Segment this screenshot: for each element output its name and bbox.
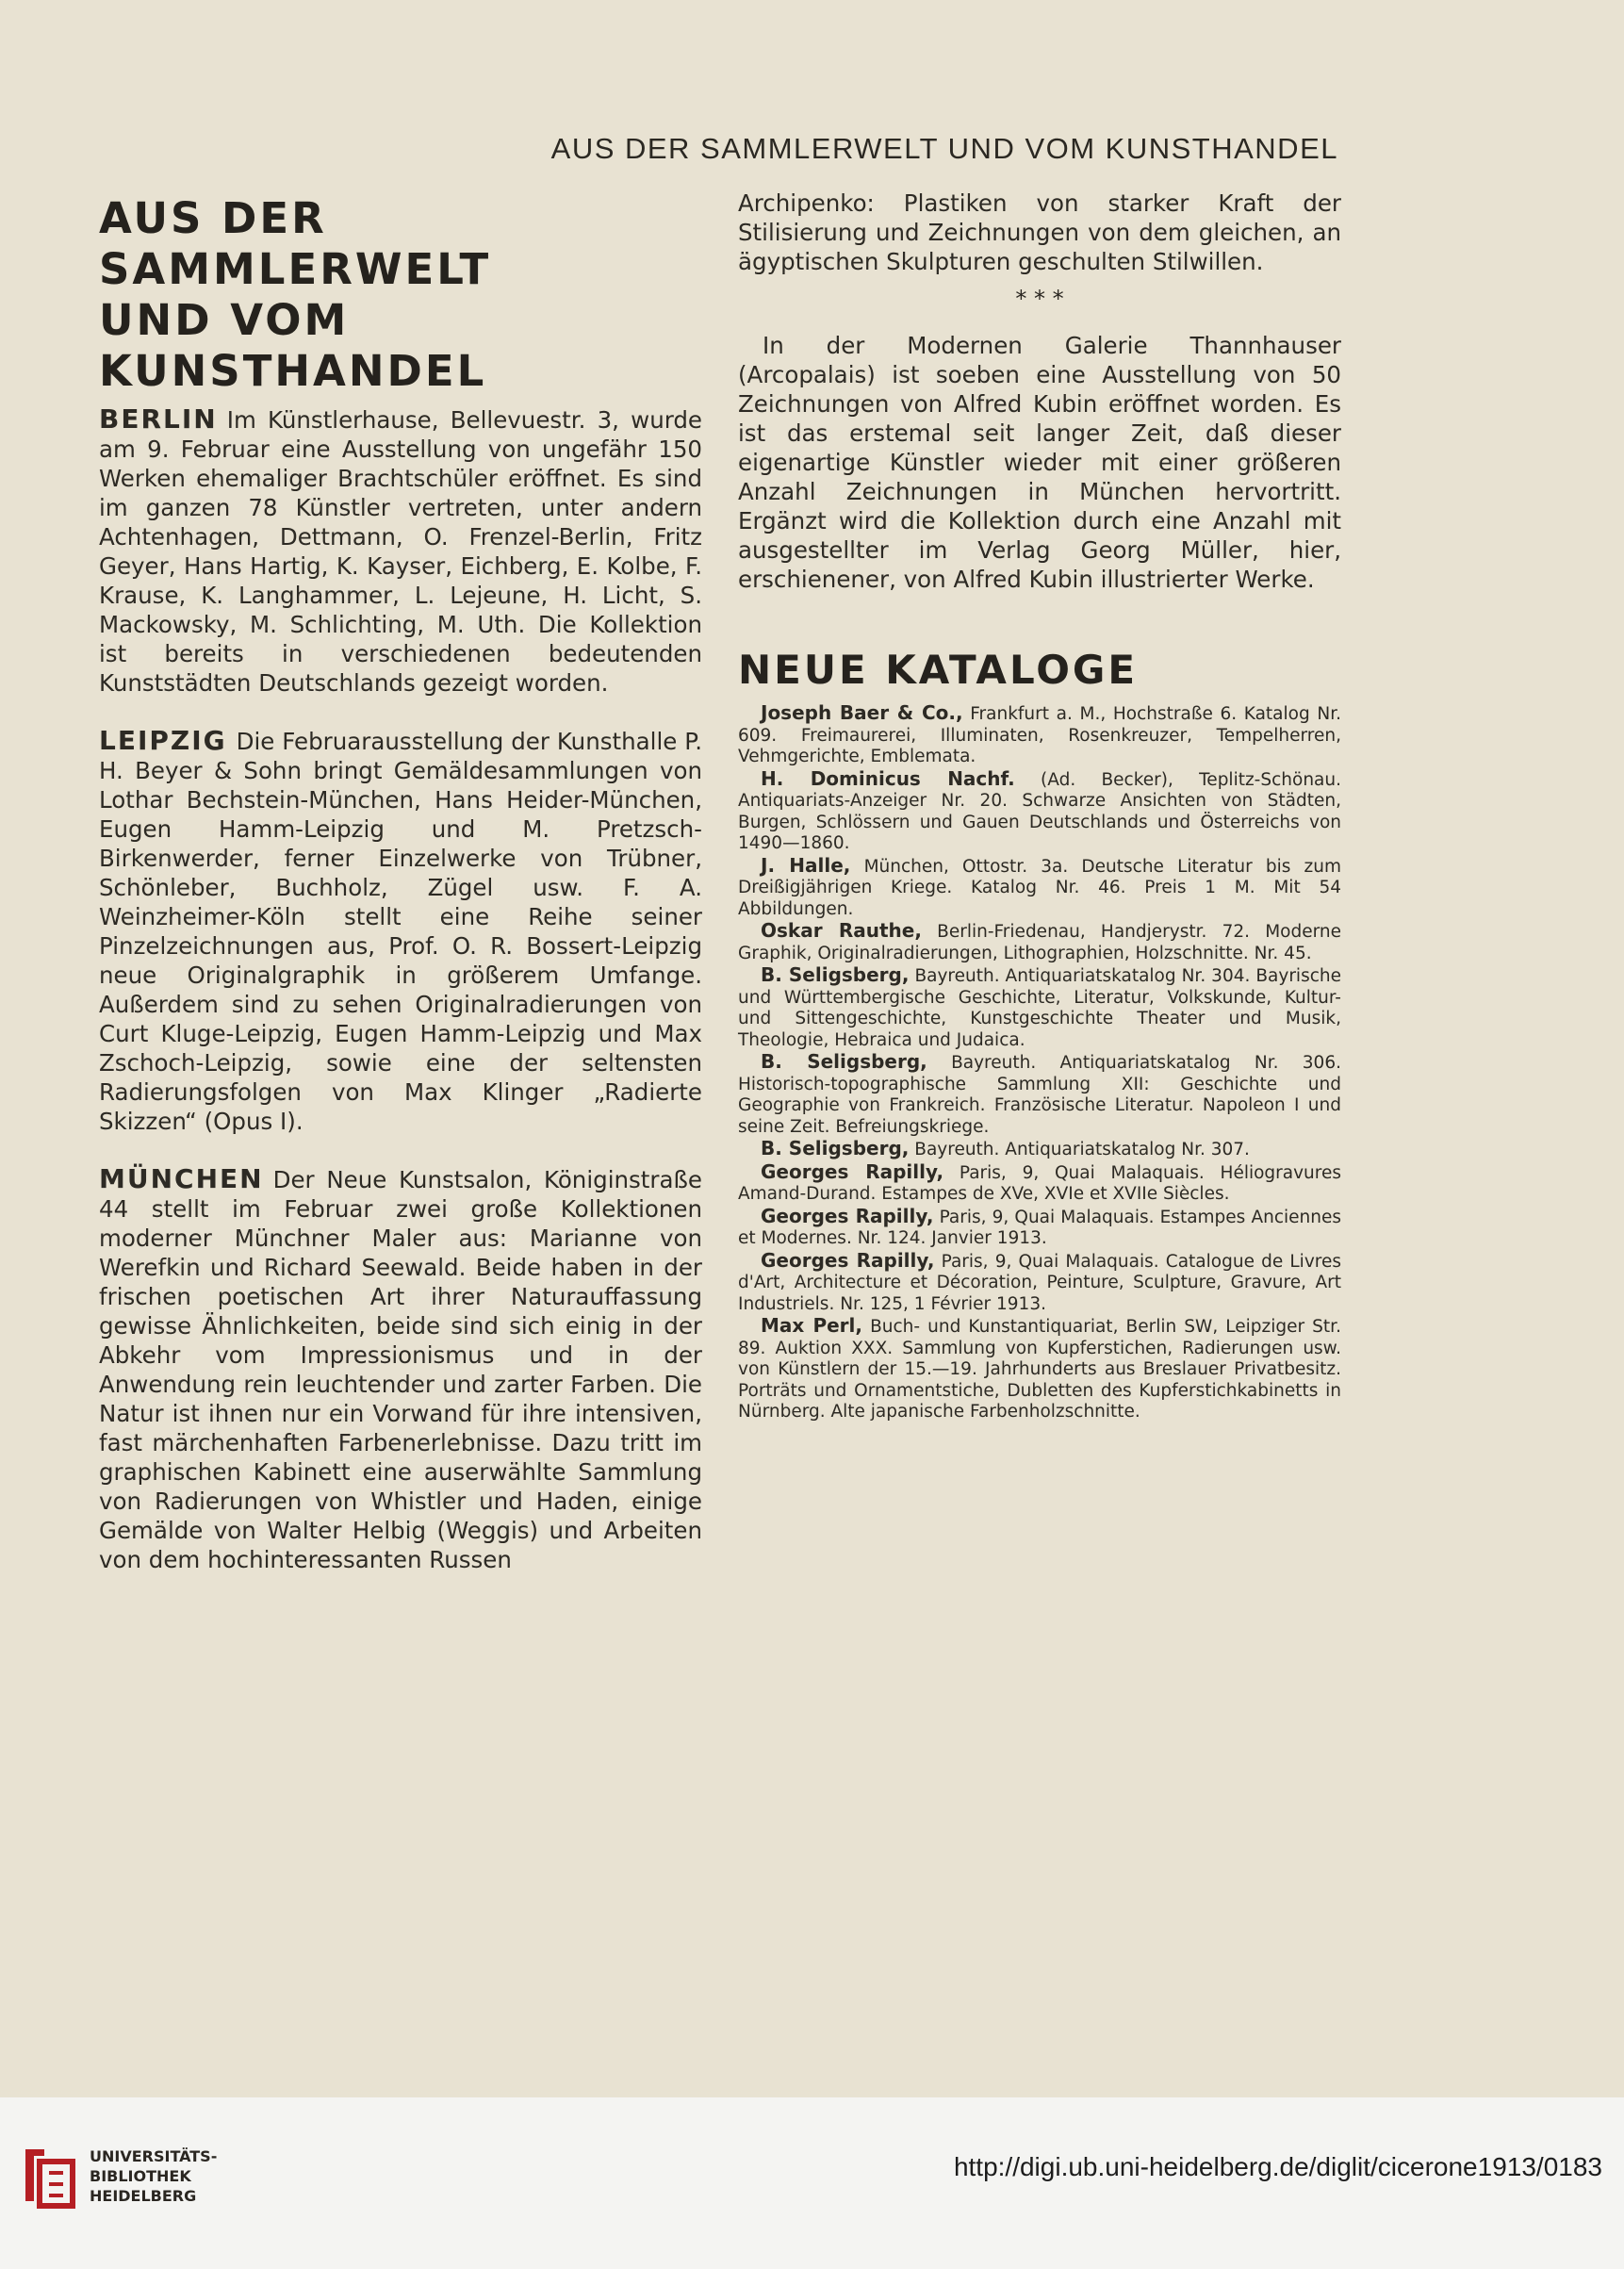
- catalog-list: [738, 702, 1341, 1423]
- catalog-dealer: B. Seligsberg,: [761, 1050, 927, 1073]
- article-title: [99, 193, 702, 397]
- catalog-dealer: B. Seligsberg,: [761, 963, 910, 986]
- library-footer: [0, 2097, 1624, 2269]
- running-head: AUS DER SAMMLERWELT UND VOM KUNSTHANDEL: [550, 132, 1338, 165]
- thannhauser-paragraph: In der Modernen Galerie Thannhauser (Arcopalais) ist soeben eine Ausstellung von 50 Zeichnungen von Alfred Kubin eröffnet worden. Es ist das erstemal seit langer Zeit, daß dieser eigenartige Künstler wieder mit einer größeren Anzahl Zeichnungen in München hervortritt. Ergänzt wird die Kollektion durch eine Anzahl mit ausgestellter im Verlag Georg Müller, hier, erschienener, von Alfred Kubin illustrierter Werke.: [738, 332, 1341, 593]
- catalog-entry: [738, 855, 1341, 921]
- archipenko-paragraph: Archipenko: Plastiken von starker Kraft der Stilisierung und Zeichnungen von dem gleichen, an ägyptischen Skulpturen geschulten Stilwillen.: [738, 189, 1341, 275]
- article-title-line1: AUS DER SAMMLERWELT: [99, 193, 492, 294]
- source-url-link[interactable]: http://digi.ub.uni-heidelberg.de/diglit/cicerone1913/0183: [953, 2152, 1602, 2181]
- leipzig-text: Die Februarausstellung der Kunsthalle P. H. Beyer & Sohn bringt Gemäldesammlungen von Lothar Bechstein-München, Hans Heider-München, Eugen Hamm-Leipzig und M. Pretzsch-Birkenwerder, ferner Einzelwerke von Trübner, Schönleber, Buchholz, Zügel usw. F. A. Weinzheimer-Köln stellt eine Reihe seiner Pinzelzeichnungen aus, Prof. O. R. Bossert-Leipzig neue Originalgraphik in größerem Umfange. Außerdem sind zu sehen Originalradierungen von Curt Kluge-Leipzig, Eugen Hamm-Leipzig und Max Zschoch-Leipzig, sowie eine der seltensten Radierungsfolgen von Max Klinger „Radierte Skizzen“ (Opus I).: [99, 728, 702, 1135]
- library-name-line1: UNIVERSITÄTS-: [90, 2147, 218, 2165]
- asterism: * * *: [1015, 286, 1064, 312]
- muenchen-text: Der Neue Kunstsalon, Königinstraße 44 stellt im Februar zwei große Kollektionen moderner Münchner Maler aus: Marianne von Werefkin und Richard Seewald. Beide haben in der frischen poetischen Art ihrer Naturauffassung gewisse Ähnlichkeiten, beide sind sich einig in der Abkehr vom Impressionismus und in der Anwendung rein leuchtender und zarter Farben. Die Natur ist ihnen nur ein Vorwand für ihre intensiven, fast märchenhaften Farbenerlebnisse. Dazu tritt im graphischen Kabinett eine auserwählte Sammlung von Radierungen von Whistler und Haden, einige Gemälde von Walter Helbig (Weggis) und Arbeiten von dem hochinteressanten Russen: [99, 1166, 702, 1573]
- catalog-text: Paris, 9, Quai Malaquais. Catalogue de Livres d'Art, Architecture et Décoration, Peinture, Sculpture, Gravure, Art Industriels. Nr. 125, 1 Février 1913.: [738, 1251, 1341, 1314]
- catalog-dealer: Georges Rapilly,: [761, 1248, 935, 1272]
- catalog-entry: [738, 1315, 1341, 1423]
- catalog-text: Bayreuth. Antiquariatskatalog Nr. 306. Historisch-topographische Sammlung XII: Geschichte und Geographie von Frankreich. Französische Literatur. Napoleon I und seine Zeit. Befreiungskriege.: [738, 1053, 1341, 1137]
- berlin-text: Im Künstlerhause, Bellevuestr. 3, wurde am 9. Februar eine Ausstellung von ungefähr 150 Werken ehemaliger Brachtschüler eröffnet. Es sind im ganzen 78 Künstler vertreten, unter andern Achtenhagen, Dettmann, O. Frenzel-Berlin, Fritz Geyer, Hans Hartig, K. Kayser, Eichberg, E. Kolbe, F. Krause, K. Langhammer, L. Lejeune, H. Licht, S. Mackowsky, M. Schlichting, M. Uth. Die Kollektion ist bereits in verschiedenen bedeutenden Kunststädten Deutschlands gezeigt worden.: [99, 406, 702, 697]
- catalog-section-title: NEUE KATALOGE: [738, 647, 1139, 693]
- library-logo-icon: [21, 2145, 77, 2211]
- leipzig-paragraph: [99, 726, 702, 1136]
- left-column: [99, 193, 702, 1574]
- city-heading-muenchen: MÜNCHEN: [99, 1163, 264, 1194]
- catalog-dealer: Oskar Rauthe,: [761, 919, 922, 942]
- catalog-entry: [738, 702, 1341, 768]
- library-name-line3: HEIDELBERG: [90, 2187, 197, 2205]
- catalog-text: Frankfurt a. M., Hochstraße 6. Katalog Nr. 609. Freimaurerei, Illuminaten, Rosenkreuzer, Tempelherren, Vehmgerichte, Emblemata.: [738, 704, 1341, 766]
- catalog-entry: [738, 1250, 1341, 1316]
- catalog-text: München, Ottostr. 3a. Deutsche Literatur bis zum Dreißigjährigen Kriege. Katalog Nr. 46. Preis 1 M. Mit 54 Abbildungen.: [738, 856, 1341, 919]
- library-name: [90, 2146, 217, 2206]
- catalog-text: Berlin-Friedenau, Handjerystr. 72. Moderne Graphik, Originalradierungen, Lithographien, Holzschnitte. Nr. 45.: [738, 922, 1342, 963]
- catalog-entry: [738, 1161, 1341, 1206]
- catalog-dealer: J. Halle,: [761, 853, 851, 877]
- catalog-dealer: H. Dominicus Nachf.: [761, 766, 1015, 790]
- catalog-dealer: Georges Rapilly,: [761, 1204, 934, 1227]
- catalog-entry: [738, 768, 1341, 855]
- catalog-text: (Ad. Becker), Teplitz-Schönau. Antiquariats-Anzeiger Nr. 20. Schwarze Ansichten von Städten, Burgen, Schlössern und Gauen Deutschlands und Österreichs von 1490—1860.: [738, 769, 1341, 853]
- catalog-text: Bayreuth. Antiquariatskatalog Nr. 307.: [914, 1140, 1250, 1159]
- catalog-entry: [738, 964, 1341, 1051]
- city-heading-berlin: BERLIN: [99, 403, 218, 435]
- catalog-text: Bayreuth. Antiquariatskatalog Nr. 304. Bayrische und Württembergische Geschichte, Literatur, Volkskunde, Kultur- und Sittengeschichte, Kunstgeschichte Theater und Musik, Theologie, Hebraica und Judaica.: [738, 966, 1341, 1050]
- catalog-text: Paris, 9, Quai Malaquais. Estampes Anciennes et Modernes. Nr. 124. Janvier 1913.: [738, 1207, 1341, 1248]
- catalog-entry: [738, 1206, 1341, 1250]
- catalog-entry: [738, 1051, 1341, 1138]
- right-column: [738, 189, 1341, 1423]
- catalog-text: Buch- und Kunstantiquariat, Berlin SW, Leipziger Str. 89. Auktion XXX. Sammlung von Kupferstichen, Radierungen usw. von Künstlern der 15.—19. Jahrhunderts aus Breslauer Privatbesitz. Porträts und Ornamentstiche, Dubletten des Kupferstichkabinetts in Nürnberg. Alte japanische Farbenholzschnitte.: [738, 1317, 1341, 1422]
- catalog-dealer: Max Perl,: [761, 1314, 862, 1337]
- catalog-text: Paris, 9, Quai Malaquais. Héliogravures Amand-Durand. Estampes de XVe, XVIe et XVIIe Siècles.: [738, 1162, 1341, 1204]
- catalog-dealer: Joseph Baer & Co.,: [761, 701, 963, 724]
- catalog-dealer: B. Seligsberg,: [761, 1137, 910, 1159]
- library-name-line2: BIBLIOTHEK: [90, 2167, 191, 2185]
- berlin-paragraph: [99, 404, 702, 698]
- catalog-entry: [738, 1138, 1341, 1161]
- city-heading-leipzig: LEIPZIG: [99, 725, 227, 756]
- article-title-line2: UND VOM KUNSTHANDEL: [99, 295, 487, 396]
- catalog-entry: [738, 920, 1341, 964]
- catalog-dealer: Georges Rapilly,: [761, 1159, 944, 1183]
- muenchen-paragraph: [99, 1164, 702, 1574]
